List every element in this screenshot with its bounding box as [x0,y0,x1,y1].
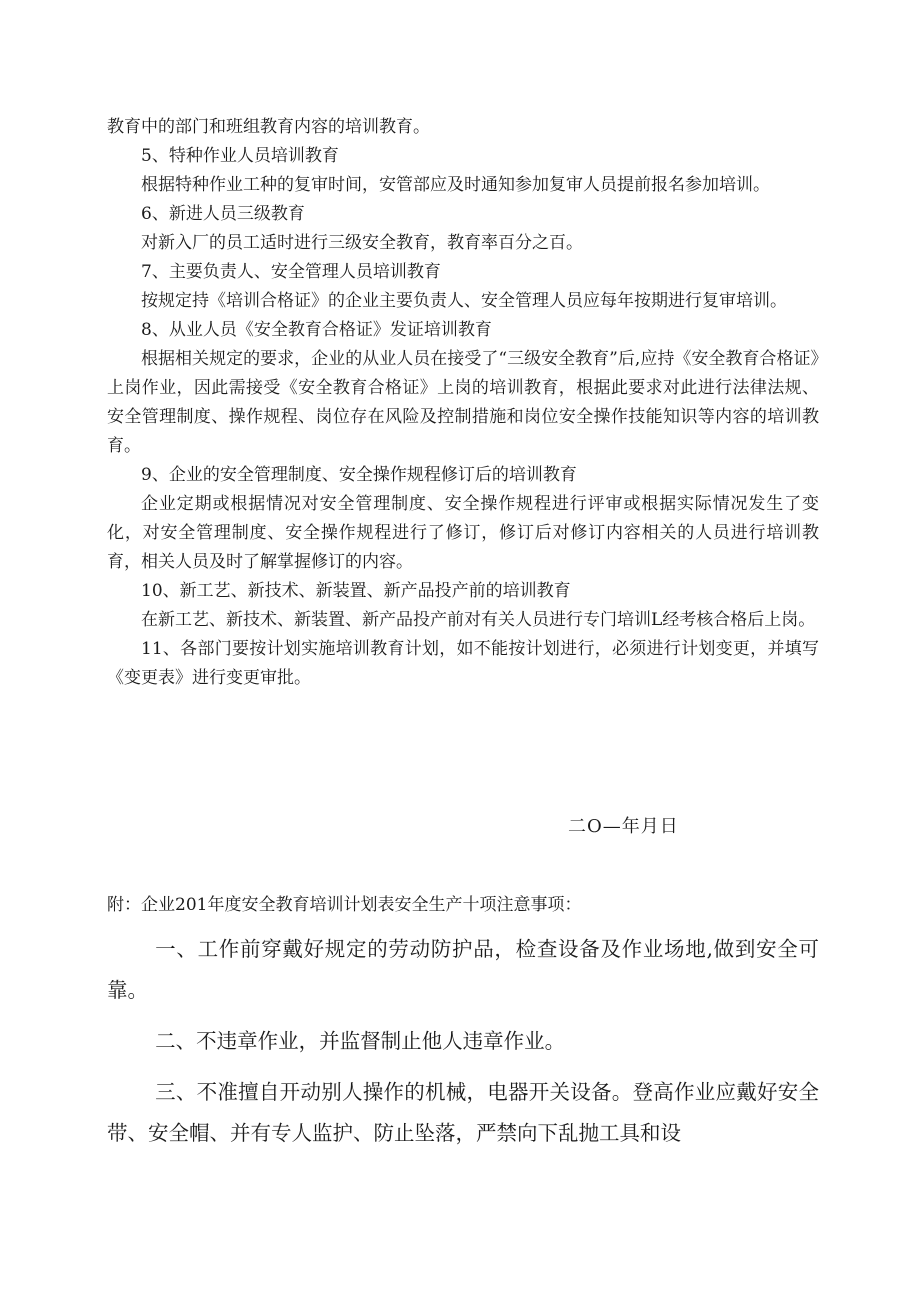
item-5-heading: 5、特种作业人员培训教育 [141,146,339,166]
item-7-heading: 7、主要负责人、安全管理人员培训教育 [141,262,441,282]
item-10-body: 在新工艺、新技术、新装置、新产品投产前对有关人员进行专门培训L经考核合格后上岗。 [141,610,816,630]
item-8-body: 根据相关规定的要求，企业的从业人员在接受了“三级安全教育”后,应持《安全教育合格证》上岗作业，因此需接受《安全教育合格证》上岗的培训教育，根据此要求对此进行法律法规、安全管理制度、操作规程、岗位存在风险及控制措施和岗位安全操作技能知识等内容的培训教育。 [107,349,819,456]
safety-notes-section [107,929,819,1164]
item-6-heading: 6、新进人员三级教育 [141,204,305,224]
safety-note-1: 一、工作前穿戴好规定的劳动防护品，检查设备及作业场地,做到安全可靠。 [107,937,819,1002]
item-10-heading: 10、新工艺、新技术、新装置、新产品投产前的培训教育 [141,581,571,601]
safety-note-3: 三、不准擅自开动别人操作的机械，电器开关设备。登高作业应戴好安全带、安全帽、并有专人监护、防止坠落，严禁向下乱抛工具和设 [107,1080,819,1145]
item-11-body: 11、各部门要按计划实施培训教育计划，如不能按计划进行，必须进行计划变更，并填写《变更表》进行变更审批。 [107,639,819,688]
item-9-heading: 9、企业的安全管理制度、安全操作规程修订后的培训教育 [141,465,577,485]
item-8-heading: 8、从业人员《安全教育合格证》发证培训教育 [141,320,492,340]
item-7-body: 按规定持《培训合格证》的企业主要负责人、安全管理人员应每年按期进行复审培训。 [141,291,787,311]
date-line: 二O—年月日 [568,816,679,837]
safety-note-2: 二、不违章作业，并监督制止他人违章作业。 [155,1029,566,1053]
paragraph-continuation: 教育中的部门和班组教育内容的培训教育。 [107,117,430,137]
training-education-section [107,113,819,693]
annex-line: 附：企业201年度安全教育培训计划表安全生产十项注意事项： [107,895,582,915]
item-5-body: 根据特种作业工种的复审时间，安管部应及时通知参加复审人员提前报名参加培训。 [141,175,770,195]
item-9-body: 企业定期或根据情况对安全管理制度、安全操作规程进行评审或根据实际情况发生了变化，对安全管理制度、安全操作规程进行了修订，修订后对修订内容相关的人员进行培训教育，相关人员及时了解掌握修订的内容。 [107,494,819,572]
item-6-body: 对新入厂的员工适时进行三级安全教育，教育率百分之百。 [141,233,583,253]
